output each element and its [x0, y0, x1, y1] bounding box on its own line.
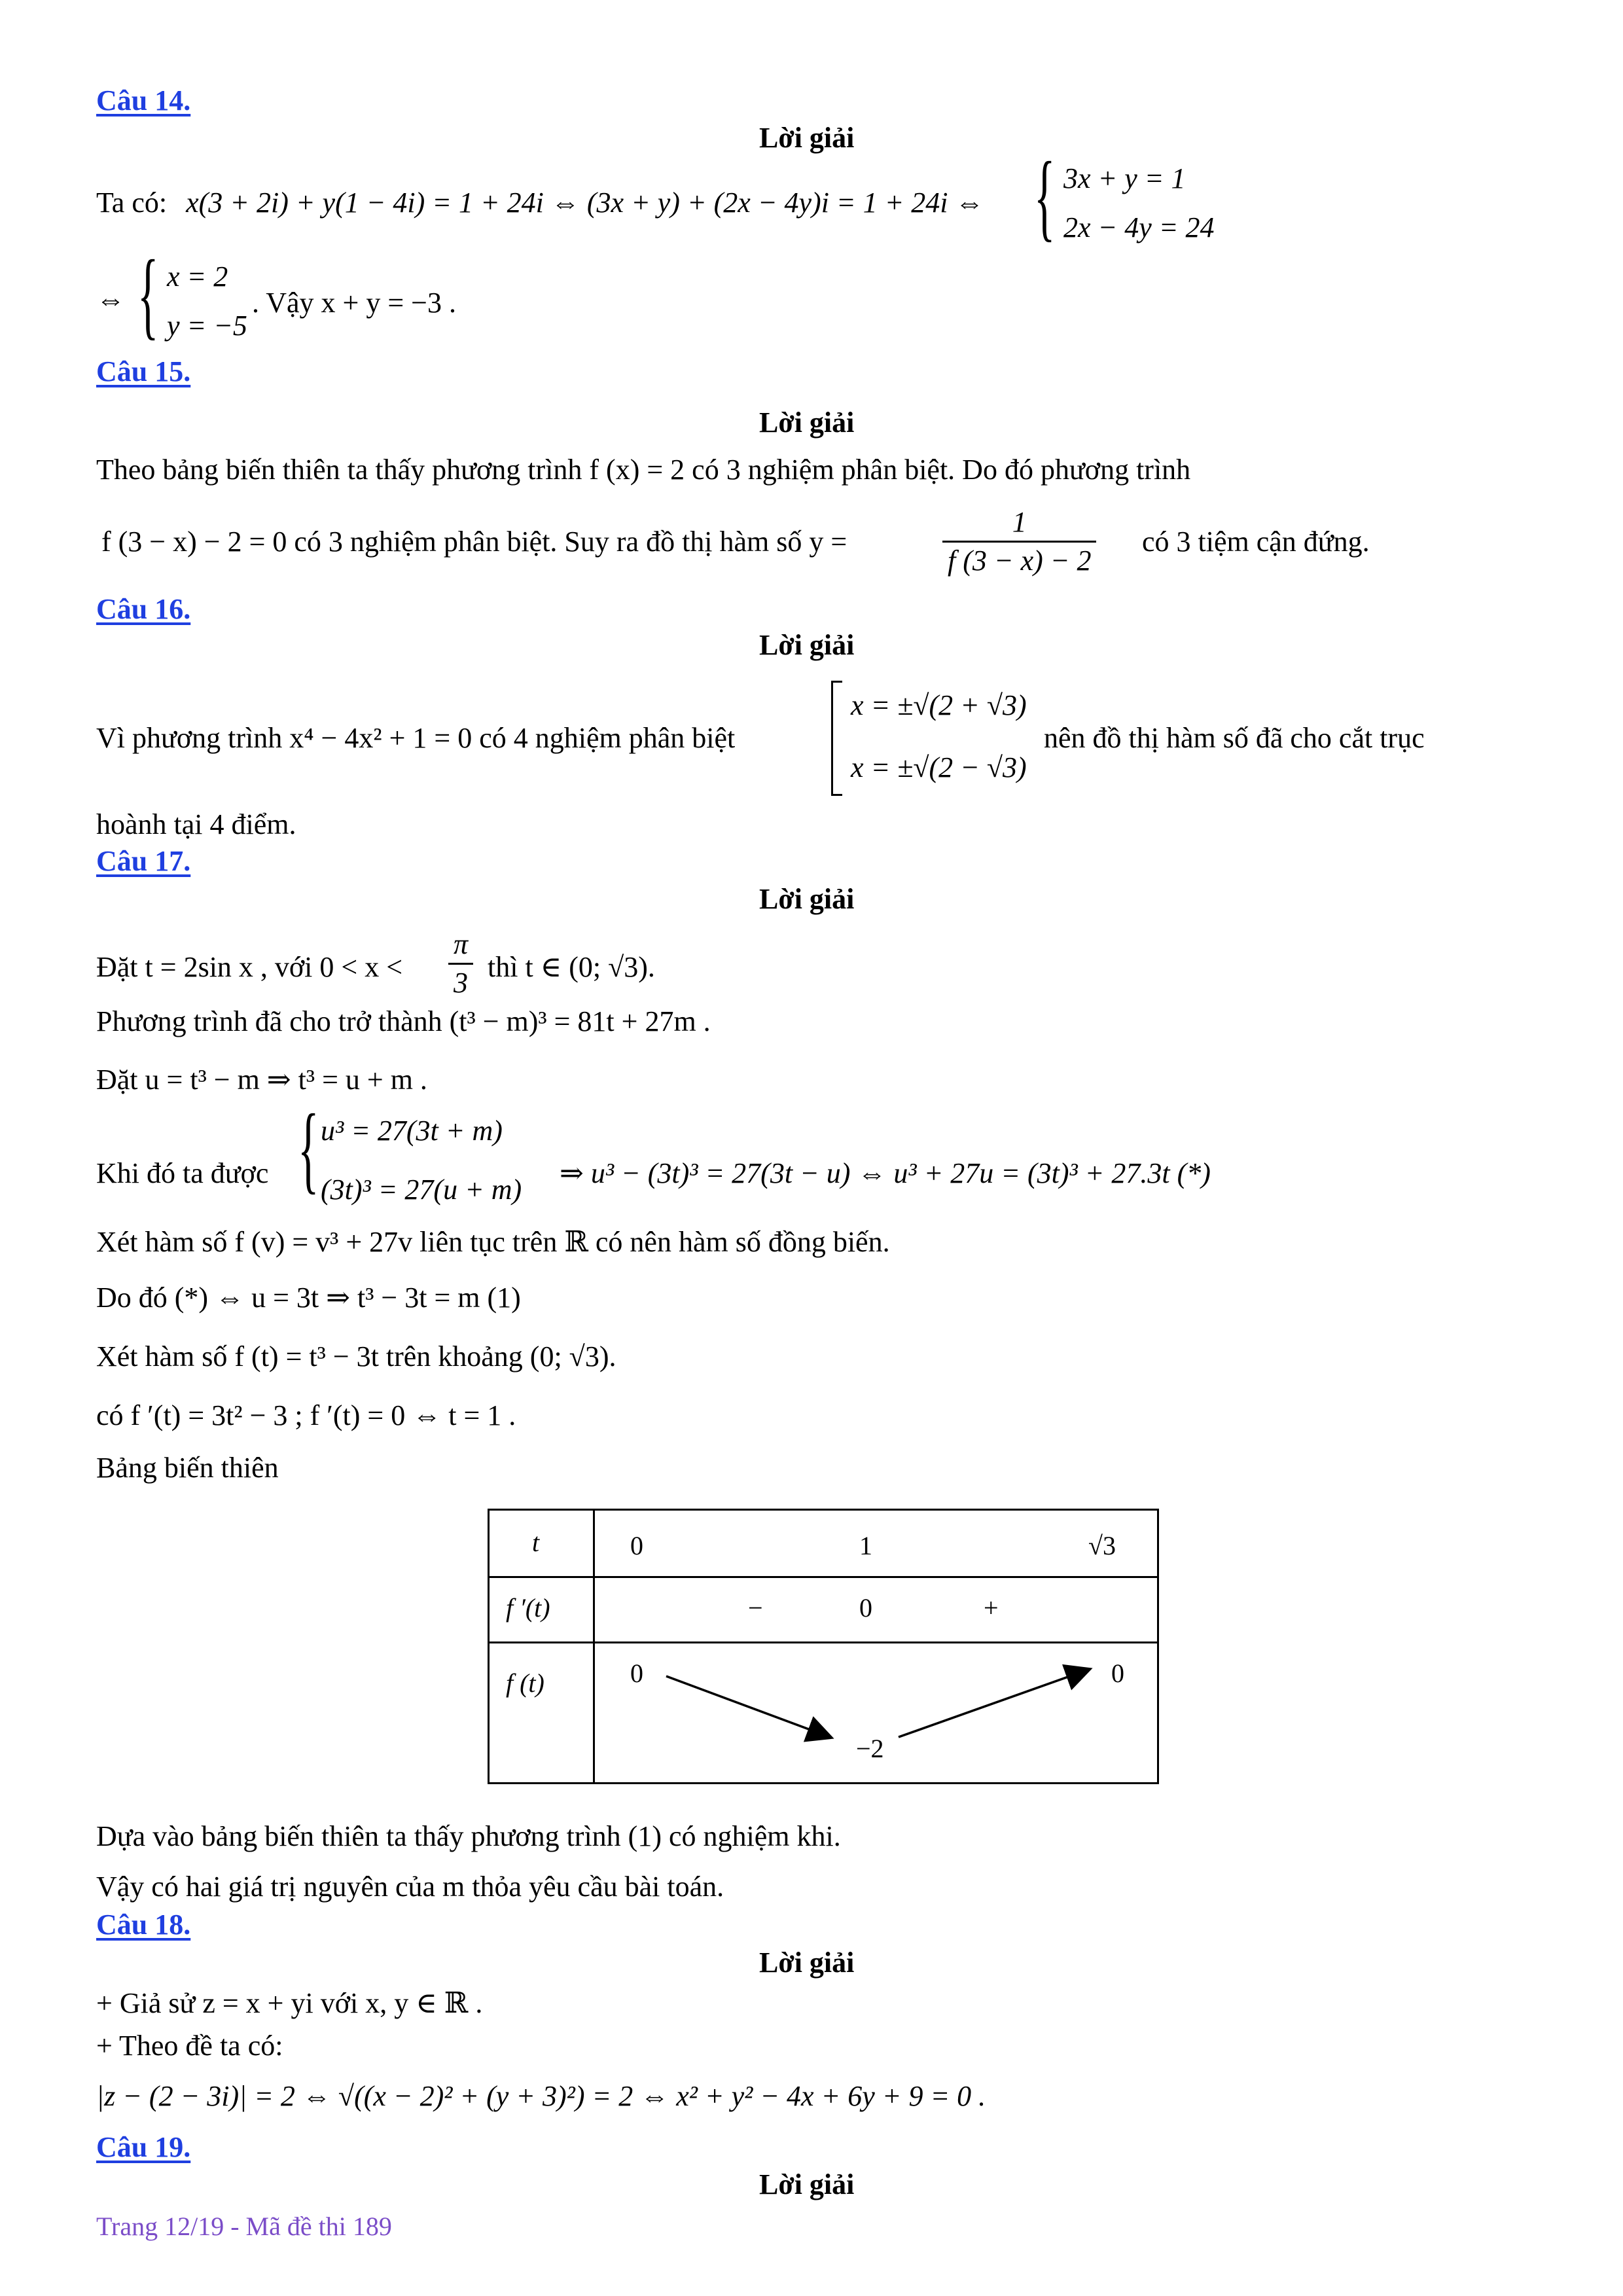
q18-line-3: |z − (2 − 3i)| = 2 ⇔ √((x − 2)² + (y + 3)²) = 2 ⇔ x² + y² − 4x + 6y + 9 = 0 . — [96, 2080, 986, 2112]
q17-line-9: Bảng biến thiên — [96, 1452, 279, 1484]
q17-line-3: Đặt u = t³ − m ⇒ t³ = u + m . — [96, 1064, 427, 1096]
t-value: 0 — [630, 1531, 643, 1560]
system-brace: { — [137, 240, 159, 349]
solution-label: Lời giải — [759, 1946, 855, 1979]
solution-label: Lời giải — [759, 629, 855, 661]
f-value: 0 — [1111, 1659, 1124, 1688]
q16-root-2: x = ±√(2 − √3) — [851, 751, 1027, 783]
q17-system-eq2: (3t)³ = 27(u + m) — [321, 1174, 522, 1206]
q18-line-2: + Theo đề ta có: — [96, 2030, 283, 2062]
fraction-denominator: f (3 − x) − 2 — [948, 545, 1092, 577]
decreasing-arrow — [666, 1676, 830, 1737]
f-value: 0 — [630, 1659, 643, 1688]
q15-fraction — [942, 504, 1096, 579]
row-label-t: t — [532, 1528, 540, 1557]
q17-line-6: Do đó (*) ⇔ u = 3t ⇒ t³ − 3t = m (1) — [96, 1282, 521, 1314]
q14-system-eq1: 3x + y = 1 — [1063, 162, 1186, 194]
q17-line-10: Dựa vào bảng biến thiên ta thấy phương trình (1) có nghiệm khi. — [96, 1820, 841, 1852]
q14-result-x: x = 2 — [167, 260, 228, 293]
q17-line-8: có f ′(t) = 3t² − 3 ; f ′(t) = 0 ⇔ t = 1 . — [96, 1399, 516, 1431]
q15-line-1: Theo bảng biến thiên ta thấy phương trình f (x) = 2 có 3 nghiệm phân biệt. Do đó phương trình — [96, 454, 1191, 486]
fraction-denominator: 3 — [454, 967, 469, 999]
q16-root-1: x = ±√(2 + √3) — [851, 689, 1027, 721]
system-brace: { — [1034, 142, 1056, 251]
q14-equation: x(3 + 2i) + y(1 − 4i) = 1 + 24i ⇔ (3x + y) + (2x − 4y)i = 1 + 24i ⇔ — [186, 187, 984, 219]
q16-line-1a: Vì phương trình x⁴ − 4x² + 1 = 0 có 4 nghiệm phân biệt — [96, 722, 736, 754]
system-brace: { — [298, 1094, 319, 1203]
q18-line-1: + Giả sử z = x + yi với x, y ∈ ℝ . — [96, 1987, 483, 2019]
q15-line-2b: có 3 tiệm cận đứng. — [1142, 526, 1370, 558]
sign-value: + — [984, 1593, 999, 1623]
question-14-heading[interactable]: Câu 14. — [96, 84, 191, 117]
q14-equiv: ⇔ — [96, 283, 125, 315]
union-bracket — [831, 681, 842, 796]
q15-line-2a: f (3 − x) − 2 = 0 có 3 nghiệm phân biệt. Suy ra đồ thị hàm số y = — [101, 526, 847, 558]
q16-line-2: hoành tại 4 điểm. — [96, 808, 296, 840]
q14-conclusion: . Vậy x + y = −3 . — [252, 287, 456, 319]
t-value: 1 — [859, 1531, 872, 1560]
q17-pi-fraction — [448, 926, 473, 1001]
q17-line-7: Xét hàm số f (t) = t³ − 3t trên khoảng (0; √3). — [96, 1340, 616, 1372]
fraction-numerator: 1 — [942, 504, 1096, 543]
q17-line-5: Xét hàm số f (v) = v³ + 27v liên tục trên ℝ có nên hàm số đồng biến. — [96, 1226, 890, 1258]
question-16-heading[interactable]: Câu 16. — [96, 593, 191, 625]
sign-value: 0 — [859, 1593, 872, 1623]
sign-value: − — [748, 1593, 763, 1623]
variation-table — [488, 1509, 1159, 1784]
q14-lead: Ta có: — [96, 187, 168, 219]
q16-line-1b: nên đồ thị hàm số đã cho cắt trục — [1044, 722, 1425, 754]
question-15-heading[interactable]: Câu 15. — [96, 355, 191, 387]
q17-line-1b: thì t ∈ (0; √3). — [488, 951, 655, 983]
fraction-numerator: π — [448, 926, 473, 965]
question-19-heading[interactable]: Câu 19. — [96, 2131, 191, 2163]
row-label-f: f (t) — [506, 1668, 544, 1698]
q17-system-eq1: u³ = 27(3t + m) — [321, 1115, 503, 1147]
row-label-fprime: f ′(t) — [506, 1593, 550, 1623]
f-value: −2 — [856, 1734, 884, 1763]
t-value: √3 — [1088, 1531, 1116, 1560]
solution-label: Lời giải — [759, 2168, 855, 2200]
q14-line — [96, 185, 984, 221]
solution-label: Lời giải — [759, 122, 855, 154]
question-17-heading[interactable]: Câu 17. — [96, 845, 191, 877]
q17-line-4-lead: Khi đó ta được — [96, 1157, 269, 1189]
q17-line-1a: Đặt t = 2sin x , với 0 < x < — [96, 951, 403, 983]
solution-label: Lời giải — [759, 883, 855, 915]
q17-line-4-rest: ⇒ u³ − (3t)³ = 27(3t − u) ⇔ u³ + 27u = (3t)³ + 27.3t (*) — [560, 1157, 1211, 1189]
page-footer: Trang 12/19 - Mã đề thi 189 — [96, 2212, 392, 2241]
variation-arrows — [490, 1511, 1157, 1782]
increasing-arrow — [899, 1670, 1088, 1737]
q14-system-eq2: 2x − 4y = 24 — [1063, 211, 1215, 243]
q14-result-y: y = −5 — [167, 310, 247, 342]
question-18-heading[interactable]: Câu 18. — [96, 1909, 191, 1941]
solution-label: Lời giải — [759, 406, 855, 439]
q17-line-11: Vậy có hai giá trị nguyên của m thỏa yêu cầu bài toán. — [96, 1871, 724, 1903]
q17-line-2: Phương trình đã cho trở thành (t³ − m)³ = 81t + 27m . — [96, 1005, 711, 1037]
